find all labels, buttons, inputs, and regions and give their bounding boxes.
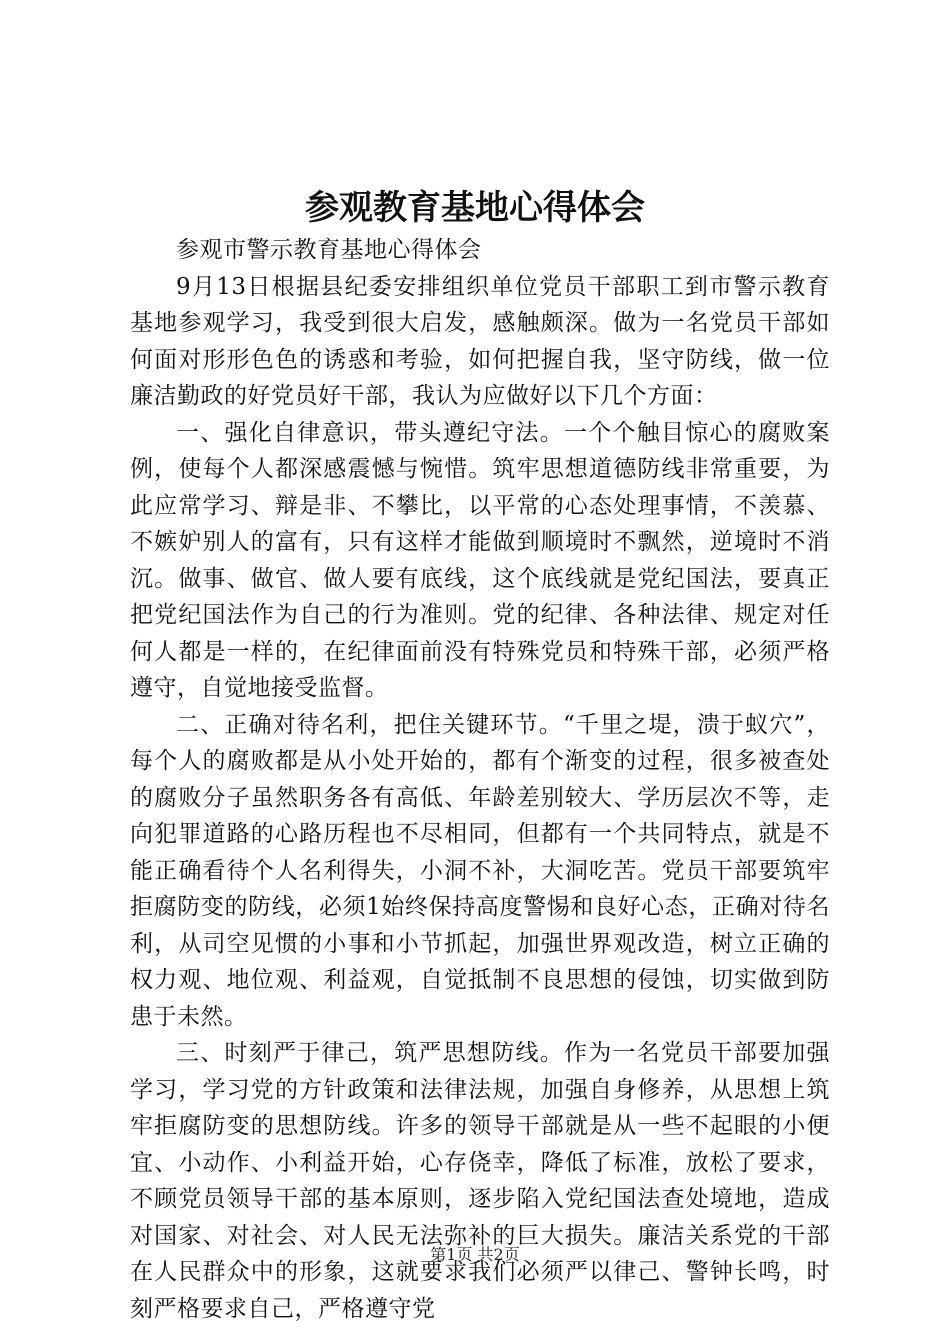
document-subtitle: 参观市警示教育基地心得体会 [176,237,482,263]
paragraph-section-3: 三、时刻严于律己，筑严思想防线。作为一名党员干部要加强学习，学习党的方针政策和法律法规，加强自身修养，从思想上筑牢拒腐防变的思想防线。许多的领导干部就是从一些不起眼的小便宜、小动作、小利益开始，心存侥幸，降低了标准，放松了要求，不顾党员领导干部的基本原则，逐步陷入党纪国法查处境地，造成对国家、对社会、对人民无法弥补的巨大损失。廉洁关系党的干部在人民群众中的形象，这就要求我们必须严以律己、警钟长鸣，时刻严格要求自己，严格遵守党 [130,1040,830,1322]
page-number-footer: 第1页 共2页 [430,1245,520,1264]
paragraph-section-2: 二、正确对待名利，把住关键环节。“千里之堤，溃于蚁穴”，每个人的腐败都是从小处开始的，都有个渐变的过程，很多被查处的腐败分子虽然职务各有高低、年龄差别较大、学历层次不等，走向犯罪道路的心路历程也不尽相同，但都有一个共同特点，就是不能正确看待个人名利得失，小洞不补，大洞吃苦。党员干部要筑牢拒腐防变的防线，必须1始终保持高度警惕和良好心态，正确对待名利，从司空见惯的小事和小节抓起，加强世界观改造，树立正确的权力观、地位观、利益观，自觉抵制不良思想的侵蚀，切实做到防患于未然。 [130,711,830,1030]
document-title: 参观教育基地心得体会 [305,188,645,228]
paragraph-intro: 9月13日根据县纪委安排组织单位党员干部职工到市警示教育基地参观学习，我受到很大启发，感触颇深。做为一名党员干部如何面对形形色色的诱惑和考验，如何把握自我，坚守防线，做一位廉洁勤政的好党员好干部，我认为应做好以下几个方面： [130,273,830,409]
document-body [130,232,830,1327]
paragraph-section-1: 一、强化自律意识，带头遵纪守法。一个个触目惊心的腐败案例，使每个人都深感震憾与惋惜。筑牢思想道德防线非常重要，为此应常学习、辩是非、不攀比，以平常的心态处理事情，不羡慕、不嫉妒别人的富有，只有这样才能做到顺境时不飘然，逆境时不消沉。做事、做官、做人要有底线，这个底线就是党纪国法，要真正把党纪国法作为自己的行为准则。党的纪律、各种法律、规定对任何人都是一样的，在纪律面前没有特殊党员和特殊干部，必须严格遵守，自觉地接受监督。 [130,419,830,701]
